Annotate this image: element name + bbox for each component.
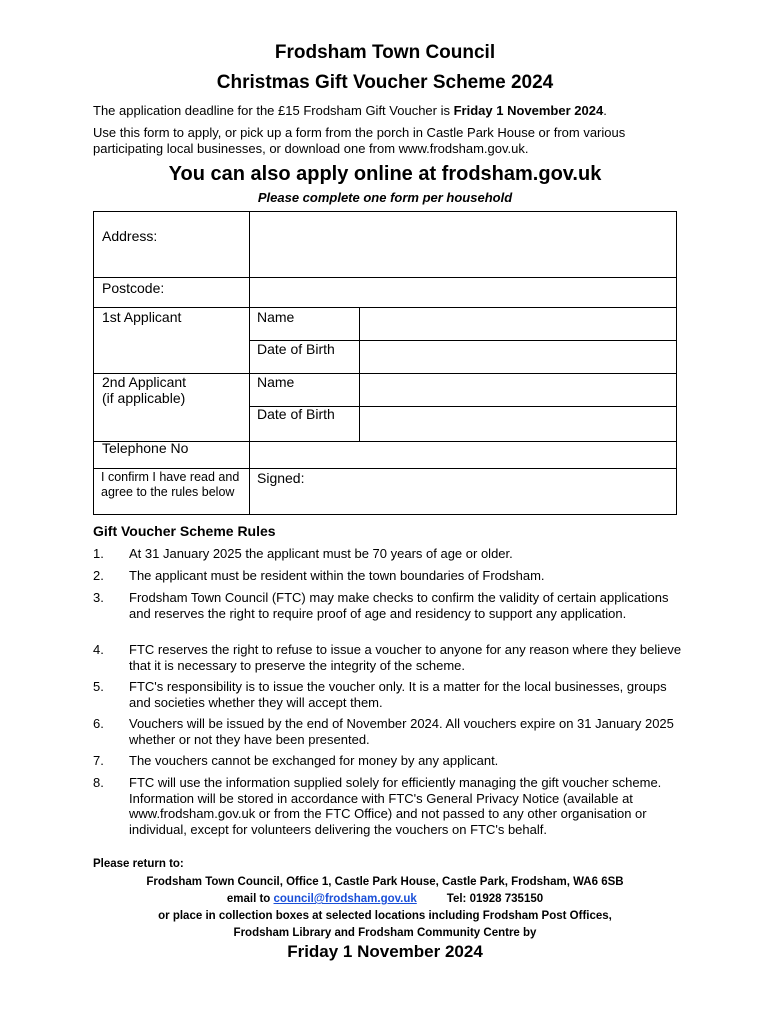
rule-number: 4.	[93, 642, 104, 657]
rule-number: 1.	[93, 546, 104, 561]
applicant1-name-label: Name	[257, 309, 295, 325]
council-title: Frodsham Town Council	[274, 42, 496, 63]
applicant1-dob-label: Date of Birth	[257, 341, 335, 357]
rule-text: Vouchers will be issued by the end of November 2024. All vouchers expire on 31 January 2025 whether or not they have been presented.	[129, 716, 674, 747]
address-label: Address:	[102, 228, 158, 244]
return-contact-line	[0, 893, 770, 905]
row-divider-address	[94, 277, 676, 278]
applicant2-dob-label: Date of Birth	[257, 406, 335, 422]
row-divider-telephone	[94, 468, 676, 469]
postcode-label: Postcode:	[102, 280, 165, 296]
confirm-rules-label: I confirm I have read and agree to the rules below	[101, 470, 240, 499]
return-address: Frodsham Town Council, Office 1, Castle Park House, Castle Park, Frodsham, WA6 6SB	[146, 876, 624, 888]
rule-number: 5.	[93, 679, 104, 694]
rule-number: 7.	[93, 753, 104, 768]
deadline-suffix: .	[603, 103, 607, 118]
email-prefix: email to	[226, 893, 274, 905]
rule-number: 6.	[93, 716, 104, 731]
rules-heading: Gift Voucher Scheme Rules	[93, 523, 276, 539]
application-form-table	[93, 211, 677, 515]
applicant2-optional-note: (if applicable)	[102, 390, 186, 406]
final-deadline: Friday 1 November 2024	[287, 942, 483, 961]
rule-number: 3.	[93, 590, 104, 605]
usage-paragraph: Use this form to apply, or pick up a form from the porch in Castle Park House or from various participating local businesses, or download one from www.frodsham.gov.uk.	[93, 125, 626, 156]
deadline-paragraph	[93, 103, 693, 119]
collection-boxes-line2: Frodsham Library and Frodsham Community Centre by	[233, 927, 537, 939]
collection-boxes-line1: or place in collection boxes at selected locations including Frodsham Post Offices,	[158, 910, 612, 922]
telephone-number: Tel: 01928 735150	[446, 893, 544, 905]
rule-text: The vouchers cannot be exchanged for money by any applicant.	[129, 753, 499, 768]
rule-text: FTC's responsibility is to issue the voucher only. It is a matter for the local businesses, groups and societies whether they will accept them.	[129, 679, 667, 710]
applicant2-label: 2nd Applicant	[102, 374, 187, 390]
scheme-title: Christmas Gift Voucher Scheme 2024	[216, 72, 554, 93]
telephone-label: Telephone No	[102, 440, 189, 456]
rule-text: FTC will use the information supplied solely for efficiently managing the gift voucher scheme. Information will be stored in accordance with FTC's General Privacy Notice (available at www.frodsham.gov.uk or from the FTC Office) and not passed to any other organisation or individual, except for volunteers delivering the vouchers on FTC's behalf.	[129, 775, 662, 837]
row-divider-postcode	[94, 307, 676, 308]
deadline-date: Friday 1 November 2024	[453, 103, 604, 118]
rule-number: 8.	[93, 775, 104, 790]
rule-text: At 31 January 2025 the applicant must be 70 years of age or older.	[129, 546, 513, 561]
rule-text: The applicant must be resident within the town boundaries of Frodsham.	[129, 568, 545, 583]
applicant1-label: 1st Applicant	[102, 309, 182, 325]
rule-number: 2.	[93, 568, 104, 583]
applicant2-name-label: Name	[257, 374, 295, 390]
email-link[interactable]: council@frodsham.gov.uk	[273, 893, 417, 905]
return-heading: Please return to:	[93, 858, 184, 870]
signed-label: Signed:	[257, 470, 305, 486]
rule-text: Frodsham Town Council (FTC) may make checks to confirm the validity of certain applications and reserves the right to require proof of age and residency to support any application.	[129, 590, 669, 621]
deadline-prefix: The application deadline for the £15 Frodsham Gift Voucher is	[93, 103, 454, 118]
household-note: Please complete one form per household	[257, 190, 513, 205]
rule-text: FTC reserves the right to refuse to issue a voucher to anyone for any reason where they believe that it is necessary to preserve the integrity of the scheme.	[129, 642, 682, 673]
value-column-divider	[359, 307, 360, 441]
apply-online-heading: You can also apply online at frodsham.gov.uk	[168, 163, 602, 185]
